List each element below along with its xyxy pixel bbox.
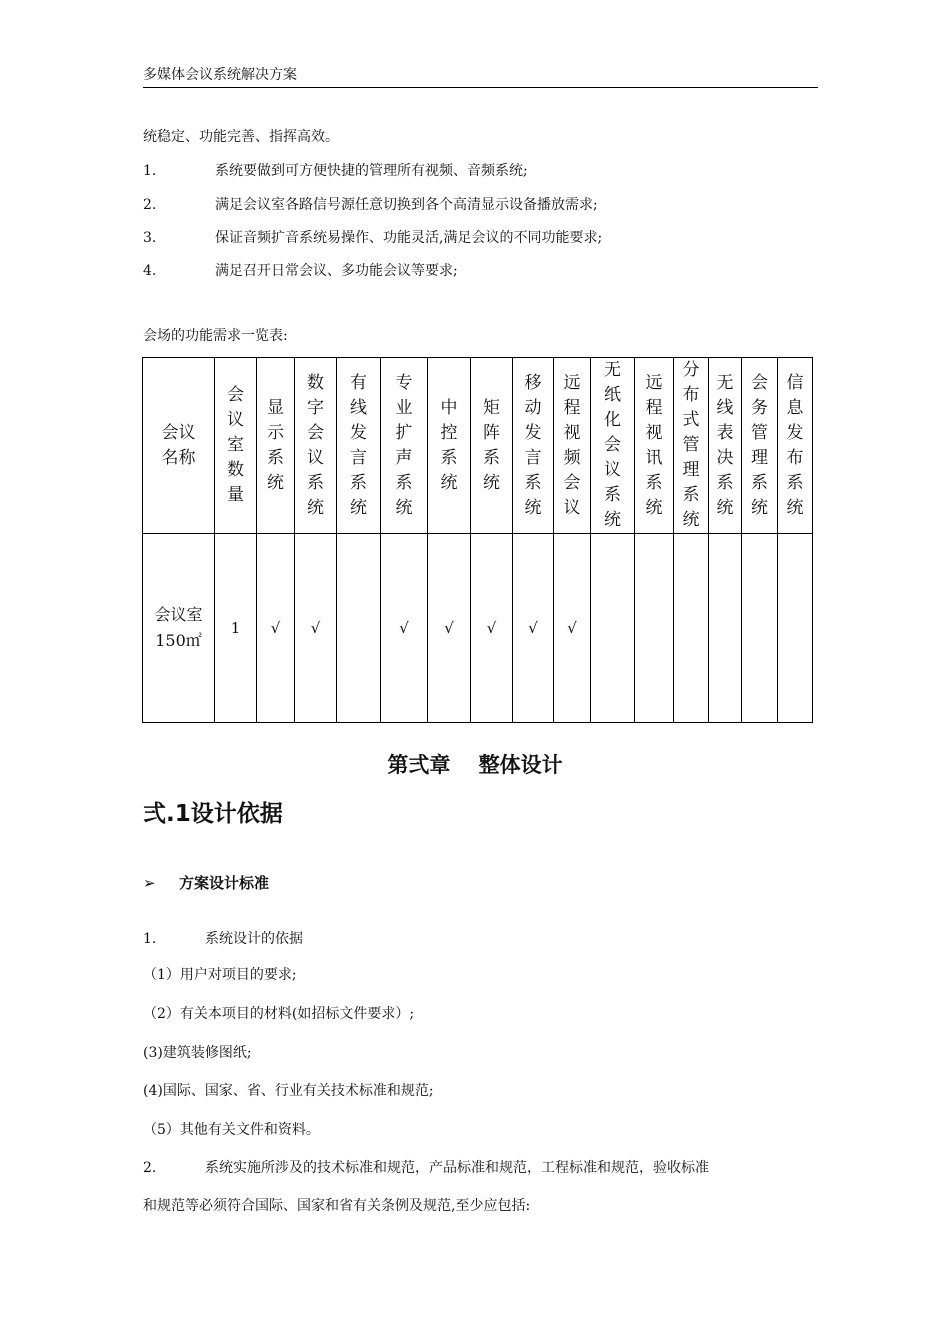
item-number: 2.	[143, 1160, 157, 1176]
basis-subitem: （5）其他有关文件和资料。	[143, 1122, 320, 1138]
basis-item	[143, 1158, 709, 1178]
table-cell	[674, 534, 709, 723]
item-text: 系统设计的依据	[205, 931, 303, 947]
header-cell: 无线表决系统	[709, 358, 742, 534]
table-cell: √	[554, 534, 591, 723]
table-cell: √	[381, 534, 428, 723]
table-cell: √	[428, 534, 471, 723]
intro-continuation: 统稳定、功能完善、指挥高效。	[143, 129, 339, 145]
basis-subitem: （2）有关本项目的材料(如招标文件要求）;	[143, 1006, 415, 1022]
header-cell: 会议室数量	[215, 358, 257, 534]
arrow-bullet-icon: ➢	[143, 874, 156, 892]
table-row	[143, 534, 813, 723]
intro-item	[143, 228, 602, 248]
header-cell: 会务管理系统	[742, 358, 778, 534]
requirements-table	[142, 357, 813, 723]
table-cell	[337, 534, 381, 723]
table-cell: √	[257, 534, 295, 723]
table-cell: 1	[215, 534, 257, 723]
header-cell: 有线发言系统	[337, 358, 381, 534]
table-cell	[591, 534, 635, 723]
bullet-heading	[143, 872, 269, 893]
header-cell: 专业扩声系统	[381, 358, 428, 534]
table-caption: 会场的功能需求一览表:	[143, 328, 288, 344]
table-cell	[635, 534, 674, 723]
table-header-row	[143, 358, 813, 534]
header-cell: 数字会议系统	[295, 358, 337, 534]
basis-subitem: (4)国际、国家、省、行业有关技术标准和规范;	[143, 1083, 434, 1099]
header-cell: 远程视讯系统	[635, 358, 674, 534]
table-cell	[742, 534, 778, 723]
header-cell: 中控系统	[428, 358, 471, 534]
item-number: 2.	[143, 197, 157, 213]
item-text: 满足会议室各路信号源任意切换到各个高清显示设备播放需求;	[215, 197, 598, 213]
item-number: 4.	[143, 263, 157, 279]
header-cell: 远程视频会议	[554, 358, 591, 534]
bullet-text: 方案设计标准	[179, 874, 270, 892]
basis-continuation: 和规范等必须符合国际、国家和省有关条例及规范,至少应包括:	[143, 1198, 531, 1214]
basis-subitem: (3)建筑装修图纸;	[143, 1045, 252, 1061]
item-text: 满足召开日常会议、多功能会议等要求;	[215, 263, 458, 279]
intro-item	[143, 261, 458, 281]
intro-item	[143, 195, 598, 215]
table-cell	[709, 534, 742, 723]
item-number: 1.	[143, 163, 157, 179]
item-number: 3.	[143, 230, 157, 246]
header-cell: 矩阵系统	[471, 358, 513, 534]
table-cell: √	[471, 534, 513, 723]
table-cell: √	[513, 534, 554, 723]
item-text: 保证音频扩音系统易操作、功能灵活,满足会议的不同功能要求;	[215, 230, 603, 246]
table-cell: √	[295, 534, 337, 723]
basis-subitem: （1）用户对项目的要求;	[143, 967, 297, 983]
section-heading: 弍.1设计依据	[143, 801, 283, 827]
table-cell	[778, 534, 813, 723]
basis-item	[143, 929, 303, 949]
header-cell: 信息发布系统	[778, 358, 813, 534]
header-cell: 分布式管理系统	[674, 358, 709, 534]
item-number: 1.	[143, 931, 157, 947]
room-name-cell: 会议室150㎡	[143, 534, 215, 723]
item-text: 系统要做到可方便快捷的管理所有视频、音频系统;	[215, 163, 528, 179]
header-cell: 移动发言系统	[513, 358, 554, 534]
header-cell: 无纸化会议系统	[591, 358, 635, 534]
header-cell: 会议名称	[143, 358, 215, 534]
chapter-heading: 第弍章 整体设计	[387, 753, 563, 777]
page-header: 多媒体会议系统解决方案	[143, 66, 818, 88]
intro-item	[143, 161, 528, 181]
item-text: 系统实施所涉及的技术标准和规范，产品标准和规范，工程标准和规范，验收标准	[205, 1160, 709, 1176]
header-cell: 显示系统	[257, 358, 295, 534]
